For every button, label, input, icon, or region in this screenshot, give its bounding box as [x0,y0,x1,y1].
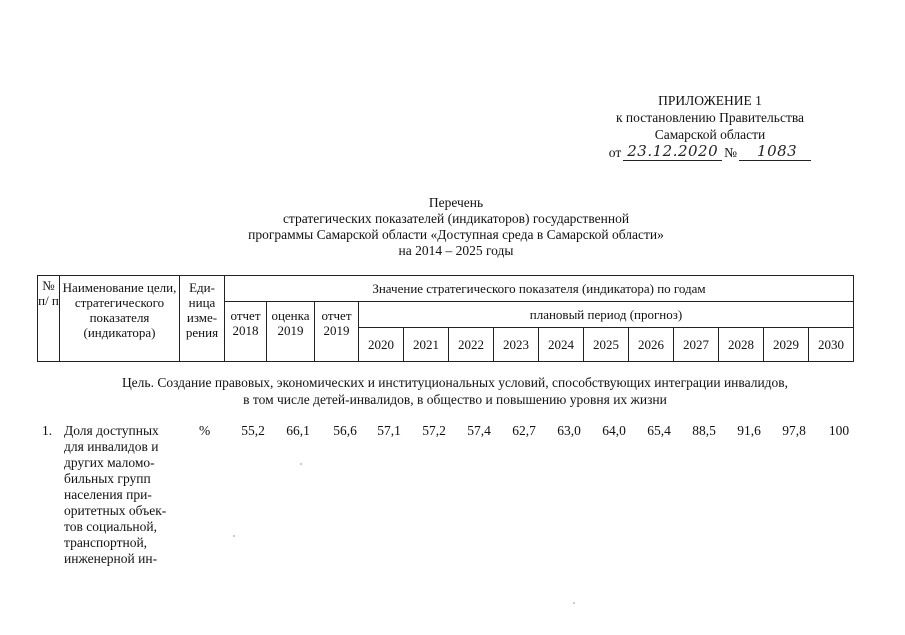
name-line: тов социальной, [64,519,157,534]
row-number: 1. [42,423,53,438]
header-year: 2022 [449,328,494,362]
appendix-title: ПРИЛОЖЕНИЕ 1 [658,93,762,108]
header-year: 2028 [719,328,764,362]
row-value: 97,8 [782,423,806,438]
number-prefix: № [724,145,738,160]
row-value: 57,2 [422,423,446,438]
row-value: 66,1 [286,423,310,438]
header-year: 2020 [359,328,404,362]
appendix-block [600,92,820,161]
row-value: 63,0 [557,423,581,438]
header-year: 2030 [809,328,854,362]
header-year: 2026 [629,328,674,362]
header-values: Значение стратегического показателя (индикатора) по годам [225,276,854,302]
name-line: инженерной ин- [64,551,158,566]
header-year: 2029 [764,328,809,362]
name-line: для инвалидов и [64,439,159,454]
appendix-line: к постановлению Правительства [615,110,805,125]
title-line: стратегических показателей (индикаторов) государственной [282,211,630,226]
row-indicator-name [64,423,181,567]
title-line: программы Самарской области «Доступная среда в Самарской области» [248,227,664,242]
header-name: Наименование цели, стратегического показателя (индикатора) [60,276,180,362]
header-num: № п/ п [38,276,60,362]
row-value: 65,4 [647,423,671,438]
name-line: Доля доступных [64,423,159,438]
handwritten-date: 23.12.2020 [623,143,722,161]
header-report-2018: отчет 2018 [225,302,267,362]
row-value: 88,5 [692,423,716,438]
header-year: 2023 [494,328,539,362]
scan-speck [300,463,302,465]
name-line: бильных групп [64,471,151,486]
scan-speck [573,602,575,604]
row-value: 56,6 [333,423,357,438]
row-unit: % [199,423,211,438]
name-line: населения при- [64,487,152,502]
name-line: транспортной, [64,535,148,550]
header-year: 2024 [539,328,584,362]
name-line: других маломо- [64,455,155,470]
header-year: 2021 [404,328,449,362]
header-unit: Еди- ница изме- рения [180,276,225,362]
date-prefix: от [608,145,622,160]
scan-speck [233,535,235,537]
handwritten-number: 1083 [739,143,811,161]
title-line: на 2014 – 2025 годы [398,243,514,258]
header-estimate-2019: оценка 2019 [267,302,315,362]
header-plan-period: плановый период (прогноз) [359,302,854,328]
indicators-table-header [37,275,854,362]
row-value: 55,2 [241,423,265,438]
header-year: 2027 [674,328,719,362]
appendix-line: Самарской области [654,127,766,142]
row-value: 100 [828,423,850,438]
appendix-dateline [600,143,820,161]
goal-text [37,374,873,408]
goal-line: Цель. Создание правовых, экономических и институциональных условий, способствующих интеграции инвалидов, [121,375,789,390]
row-value: 57,1 [377,423,401,438]
row-value: 62,7 [512,423,536,438]
row-value: 91,6 [737,423,761,438]
header-report-2019: отчет 2019 [315,302,359,362]
header-year: 2025 [584,328,629,362]
document-title [180,195,732,259]
row-value: 64,0 [602,423,626,438]
row-value: 57,4 [467,423,491,438]
name-line: оритетных объек- [64,503,167,518]
title-line: Перечень [428,195,484,210]
goal-line: в том числе детей-инвалидов, в общество и повышению уровня их жизни [243,392,667,407]
